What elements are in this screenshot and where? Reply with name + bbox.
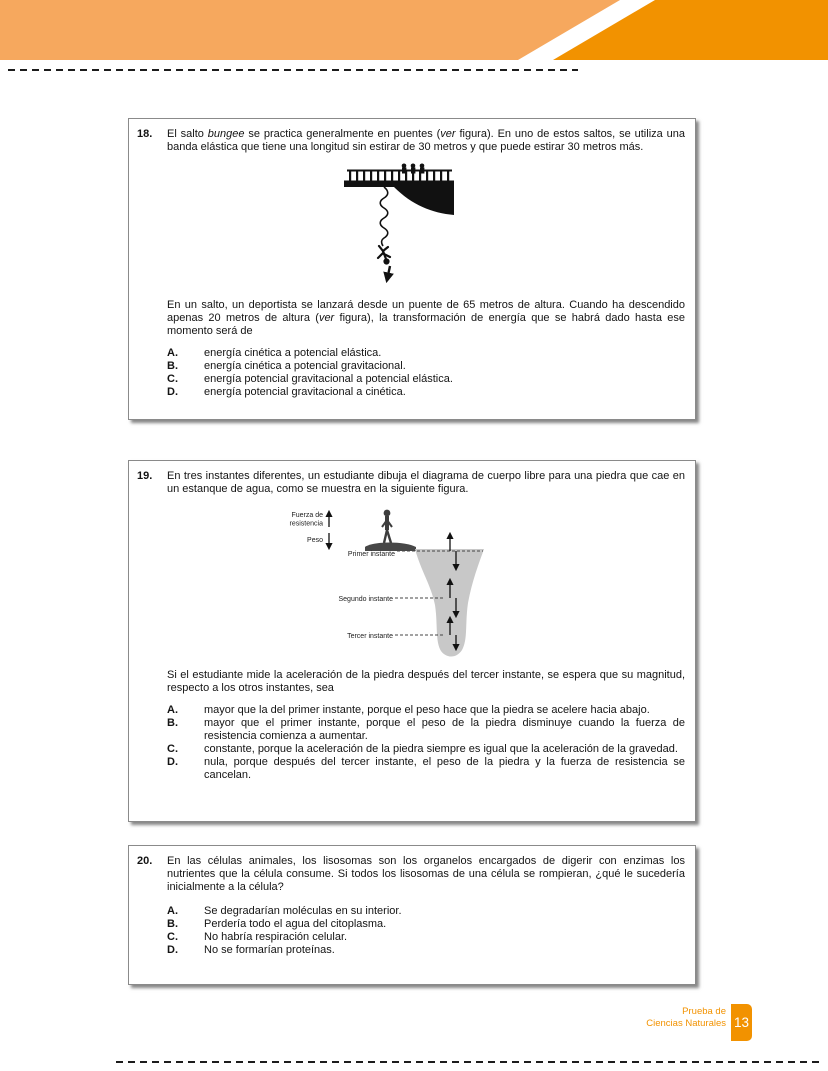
second-instant-label: Segundo instante [338, 596, 393, 603]
question-19-body: Si el estudiante mide la aceleración de la piedra después del tercer instante, se espera que su magnitud, respecto a los otros instantes, sea [167, 669, 685, 694]
question-19-options [167, 704, 685, 782]
question-18-number: 18. [137, 128, 153, 140]
footer-test-name-line2: Ciencias Naturales [646, 1017, 726, 1029]
bungee-figure [167, 163, 685, 293]
option-letter: A. [167, 704, 178, 716]
option-text: Se degradarían moléculas en su interior. [204, 905, 402, 917]
question-18-intro [167, 128, 685, 154]
option-letter: C. [167, 931, 178, 943]
page-number: 13 [733, 1015, 750, 1030]
option-row-c [167, 931, 685, 944]
option-text: No habría respiración celular. [204, 931, 348, 943]
elastic-rope [380, 187, 388, 246]
pond-figure [167, 503, 685, 663]
option-row-b [167, 717, 685, 743]
option-letter: C. [167, 743, 178, 755]
resistance-force-label-line1: Fuerza de [291, 512, 323, 519]
bridge-deck [344, 181, 454, 188]
option-letter: A. [167, 347, 178, 359]
option-letter: D. [167, 756, 178, 768]
option-row-c [167, 373, 685, 386]
option-letter: B. [167, 360, 178, 372]
option-text: energía cinética a potencial gravitacional. [204, 360, 406, 372]
header-band [0, 0, 828, 60]
question-18-box [128, 118, 696, 420]
question-18-body [167, 299, 685, 338]
weight-label: Peso [307, 537, 323, 544]
option-text: constante, porque la aceleración de la piedra siempre es igual que la aceleración de la gravedad. [204, 743, 678, 755]
option-row-a [167, 704, 685, 717]
person-figure [382, 510, 392, 543]
option-text: energía potencial gravitacional a cinética. [204, 386, 406, 398]
question-18-options [167, 347, 685, 399]
question-19-intro: En tres instantes diferentes, un estudiante dibuja el diagrama de cuerpo libre para una piedra que cae en un estanque de agua, como se muestra en la siguiente figura. [167, 470, 685, 495]
intro-italic-bungee: bungee [207, 128, 245, 140]
intro-text: se practica generalmente en puentes ( [244, 128, 441, 140]
option-text: Perdería todo el agua del citoplasma. [204, 918, 387, 930]
option-letter: B. [167, 918, 178, 930]
first-instant-label: Primer instante [347, 551, 395, 558]
bridge-arch [394, 187, 454, 215]
option-row-a [167, 347, 685, 360]
pond-figure-svg [283, 503, 513, 663]
option-letter: D. [167, 386, 178, 398]
option-row-d [167, 386, 685, 399]
bottom-dashed-cut-line [116, 1061, 822, 1063]
option-letter: C. [167, 373, 178, 385]
bridge-people [401, 164, 424, 174]
question-20-number: 20. [137, 855, 153, 867]
option-row-d [167, 756, 685, 782]
option-text: mayor que la del primer instante, porque el peso hace que la piedra se acelere hacia abajo. [204, 704, 650, 716]
question-19-box [128, 460, 696, 822]
option-text: energía cinética a potencial elástica. [204, 347, 382, 359]
intro-text: figura). En uno de estos saltos, se utiliza una banda elástica que tiene una longitud sin estirar de 30 metros y que puede estirar 30 metros más. [167, 128, 685, 153]
pond-water [415, 549, 484, 657]
body-text: figura), la transformación de energía que se habrá dado hasta ese momento será de [167, 312, 685, 337]
option-text: nula, porque después del tercer instante, el peso de la piedra y la fuerza de resistencia se cancelan. [204, 756, 685, 781]
third-instant-label: Tercer instante [347, 633, 393, 640]
ground-ledge [365, 543, 416, 552]
top-dashed-cut-line [8, 69, 578, 71]
option-text: mayor que el primer instante, porque el peso de la piedra disminuye cuando la fuerza de resistencia comienza a aumentar. [204, 717, 685, 742]
resistance-force-label-line2: resistencia [289, 520, 323, 528]
page-number-tab [731, 1004, 752, 1041]
option-row-d [167, 944, 685, 957]
question-20-intro: En las células animales, los lisosomas son los organelos encargados de digerir con enzimas los nutrientes que la célula consume. Si todos los lisosomas de una célula se rompieran, ¿qué le sucedería inicialmente a la célula? [167, 855, 685, 893]
bungee-figure-svg [344, 163, 459, 293]
option-text: No se formarían proteínas. [204, 944, 335, 956]
down-arrow-icon [387, 266, 390, 280]
jumper-head [383, 258, 389, 264]
body-text: En un salto, un deportista se lanzará desde un puente de 65 metros de altura. Cuando ha descendido apenas 20 metros de altura ( [167, 299, 685, 324]
question-20-box [128, 845, 696, 985]
footer-test-name-line1: Prueba de [682, 1006, 726, 1017]
option-letter: D. [167, 944, 178, 956]
bungee-jumper [378, 246, 390, 259]
option-row-b [167, 360, 685, 373]
option-text: energía potencial gravitacional a potencial elástica. [204, 373, 453, 385]
body-italic-ver: ver [318, 312, 335, 324]
option-letter: B. [167, 717, 178, 729]
intro-text: El salto [167, 128, 208, 140]
header-band-graphic [0, 0, 828, 60]
question-20-options [167, 905, 685, 957]
option-row-b [167, 918, 685, 931]
intro-italic-ver: ver [440, 128, 456, 140]
option-row-c [167, 743, 685, 756]
question-19-number: 19. [137, 470, 153, 482]
footer-test-name [576, 1006, 726, 1029]
option-row-a [167, 905, 685, 918]
option-letter: A. [167, 905, 178, 917]
